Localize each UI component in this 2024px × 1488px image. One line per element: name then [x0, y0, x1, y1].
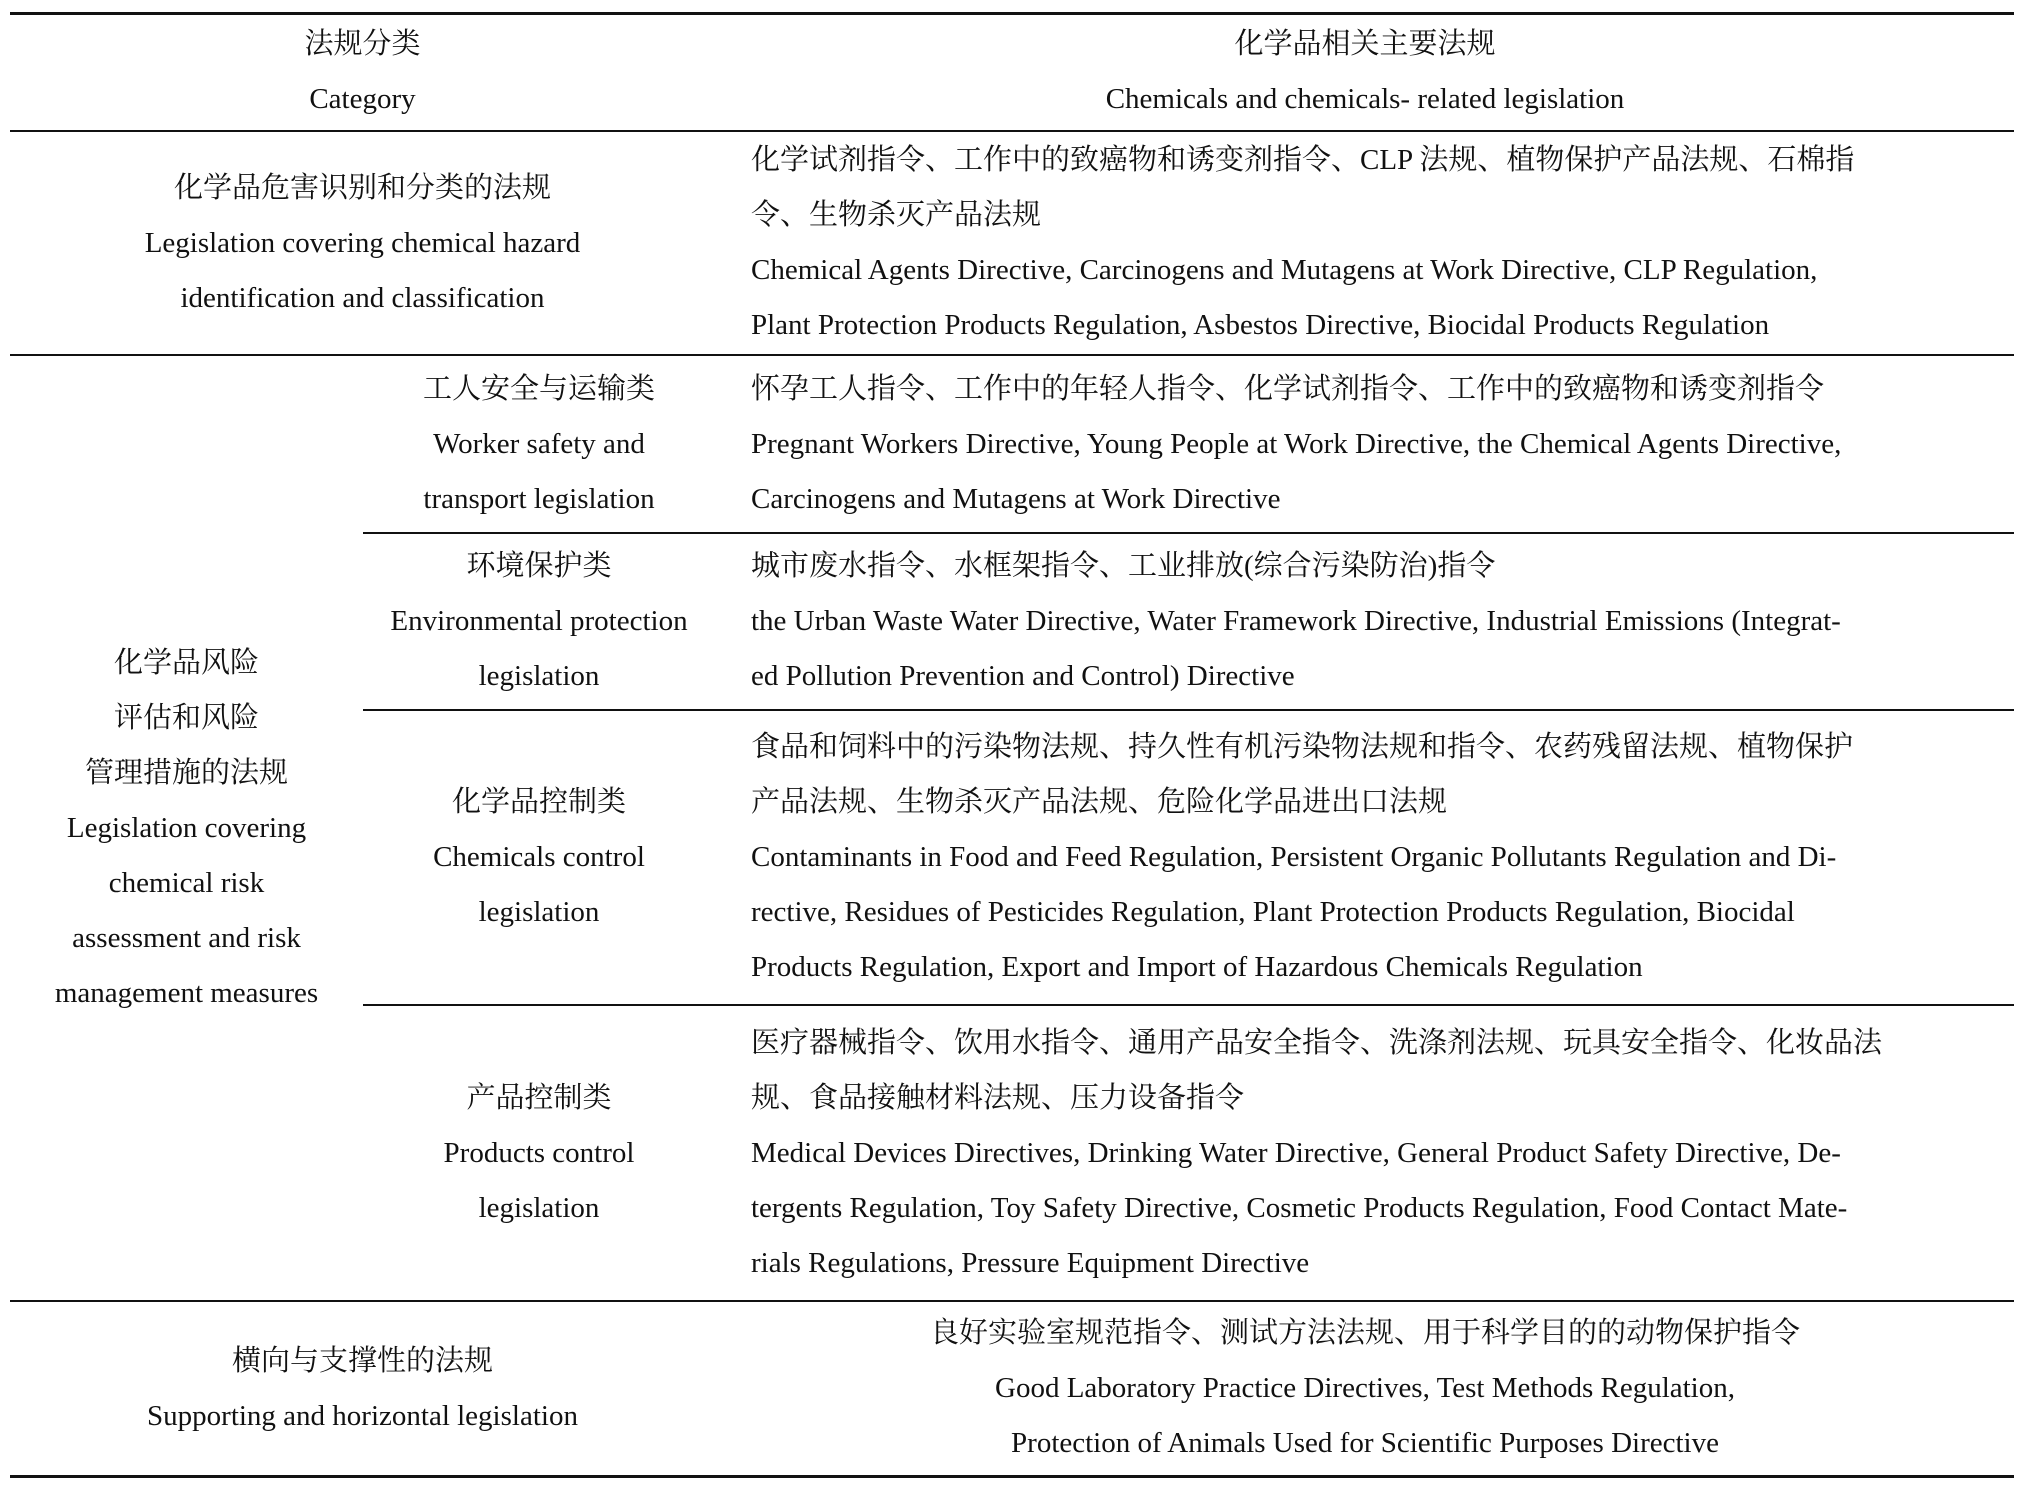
subcategory-zh: 环境保护类 — [466, 550, 612, 582]
row-divider — [10, 1300, 2014, 1302]
header-category-cell — [10, 16, 715, 128]
header-legislation-zh: 化学品相关主要法规 — [1234, 28, 1496, 60]
items-en-line: Products Regulation, Export and Import of Hazardous Chemicals Regulation — [751, 951, 1643, 983]
risk-category-en-line: assessment and risk — [72, 921, 301, 954]
subcategory-en-line: legislation — [478, 1191, 600, 1224]
items-zh-line: 产品法规、生物杀灭产品法规、危险化学品进出口法规 — [751, 786, 1448, 818]
products-control-legislation-cell — [751, 1008, 1985, 1298]
header-bottom-rule — [10, 130, 2014, 132]
supporting-items-zh: 良好实验室规范指令、测试方法法规、用于科学目的的动物保护指令 — [929, 1317, 1800, 1349]
header-category-en: Category — [309, 83, 416, 115]
subcategory-en-line: Chemicals control — [433, 841, 645, 873]
hazard-category-cell — [10, 134, 715, 352]
subcategory-en-line: legislation — [478, 660, 600, 692]
subcategory-zh: 产品控制类 — [466, 1081, 612, 1114]
items-zh-line: 食品和饲料中的污染物法规、持久性有机污染物法规和指令、农药残留法规、植物保护 — [751, 731, 1854, 763]
worker-safety-subcategory-cell — [363, 358, 715, 530]
subrow-divider — [363, 1004, 2014, 1006]
chemicals-control-legislation-cell — [751, 713, 1985, 1002]
items-en-line: Contaminants in Food and Feed Regulation, Persistent Organic Pollutants Regulation and Di- — [751, 841, 1837, 873]
subcategory-en-line: legislation — [478, 896, 600, 928]
table-bottom-rule — [10, 1475, 2014, 1478]
subcategory-en-line: Products control — [443, 1136, 635, 1169]
table-top-rule — [10, 12, 2014, 15]
hazard-category-zh: 化学品危害识别和分类的法规 — [173, 171, 551, 204]
items-en-line: Medical Devices Directives, Drinking Water Directive, General Product Safety Directive, De- — [751, 1136, 1841, 1169]
subrow-divider — [363, 532, 2014, 534]
hazard-category-en-line: Legislation covering chemical hazard — [144, 226, 581, 259]
items-zh-line: 医疗器械指令、饮用水指令、通用产品安全指令、洗涤剂法规、玩具安全指令、化妆品法 — [751, 1026, 1883, 1059]
worker-safety-legislation-cell — [751, 358, 1985, 530]
items-en-line: Carcinogens and Mutagens at Work Directive — [751, 482, 1281, 515]
supporting-category-en: Supporting and horizontal legislation — [147, 1399, 578, 1432]
items-zh-line: 规、食品接触材料法规、压力设备指令 — [751, 1081, 1245, 1114]
chemicals-control-subcategory-cell — [363, 713, 715, 1002]
subrow-divider — [363, 709, 2014, 711]
subcategory-zh: 工人安全与运输类 — [422, 372, 655, 405]
risk-category-cell — [10, 358, 363, 1298]
subcategory-en-line: Environmental protection — [390, 605, 688, 637]
items-en-line: ed Pollution Prevention and Control) Directive — [751, 660, 1295, 692]
hazard-legislation-cell — [751, 134, 1985, 352]
subcategory-zh: 化学品控制类 — [451, 786, 626, 818]
items-en-line: the Urban Waste Water Directive, Water Framework Directive, Industrial Emissions (Integrat- — [751, 605, 1841, 637]
hazard-items-zh-line: 化学试剂指令、工作中的致癌物和诱变剂指令、CLP 法规、植物保护产品法规、石棉指 — [751, 144, 1855, 176]
risk-category-en-line: management measures — [54, 976, 319, 1009]
risk-category-zh-line: 评估和风险 — [113, 701, 259, 734]
supporting-category-cell — [10, 1304, 715, 1473]
items-en-line: tergents Regulation, Toy Safety Directive, Cosmetic Products Regulation, Food Contact Mate- — [751, 1191, 1848, 1224]
hazard-items-zh-line: 令、生物杀灭产品法规 — [751, 199, 1042, 231]
hazard-category-en-line: identification and classification — [180, 281, 545, 314]
supporting-category-zh: 横向与支撑性的法规 — [231, 1344, 493, 1377]
row-divider — [10, 354, 2014, 356]
supporting-legislation-cell — [715, 1304, 2015, 1473]
risk-category-en-line: chemical risk — [108, 866, 265, 899]
risk-category-en-line: Legislation covering — [66, 811, 307, 844]
header-legislation-en: Chemicals and chemicals- related legislation — [1105, 83, 1625, 115]
items-en-line: rials Regulations, Pressure Equipment Directive — [751, 1246, 1310, 1279]
supporting-items-en-line: Good Laboratory Practice Directives, Test Methods Regulation, — [995, 1372, 1735, 1404]
products-control-subcategory-cell — [363, 1008, 715, 1298]
hazard-items-en-line: Plant Protection Products Regulation, Asbestos Directive, Biocidal Products Regulation — [751, 309, 1770, 341]
header-category-zh: 法规分类 — [304, 28, 421, 60]
risk-category-zh-line: 化学品风险 — [113, 646, 259, 679]
header-legislation-cell — [715, 16, 2015, 128]
risk-category-zh-line: 管理措施的法规 — [84, 756, 288, 789]
hazard-items-en-line: Chemical Agents Directive, Carcinogens and Mutagens at Work Directive, CLP Regulation, — [751, 254, 1818, 286]
supporting-items-en-line: Protection of Animals Used for Scientific Purposes Directive — [1011, 1427, 1719, 1459]
items-zh-line: 怀孕工人指令、工作中的年轻人指令、化学试剂指令、工作中的致癌物和诱变剂指令 — [751, 372, 1825, 405]
subcategory-en-line: Worker safety and — [433, 427, 645, 460]
items-zh-line: 城市废水指令、水框架指令、工业排放(综合污染防治)指令 — [751, 550, 1496, 582]
items-en-line: Pregnant Workers Directive, Young People at Work Directive, the Chemical Agents Directive, — [751, 427, 1842, 460]
items-en-line: rective, Residues of Pesticides Regulation, Plant Protection Products Regulation, Biocidal — [751, 896, 1795, 928]
environmental-subcategory-cell — [363, 536, 715, 707]
environmental-legislation-cell — [751, 536, 1985, 707]
subcategory-en-line: transport legislation — [423, 482, 655, 515]
